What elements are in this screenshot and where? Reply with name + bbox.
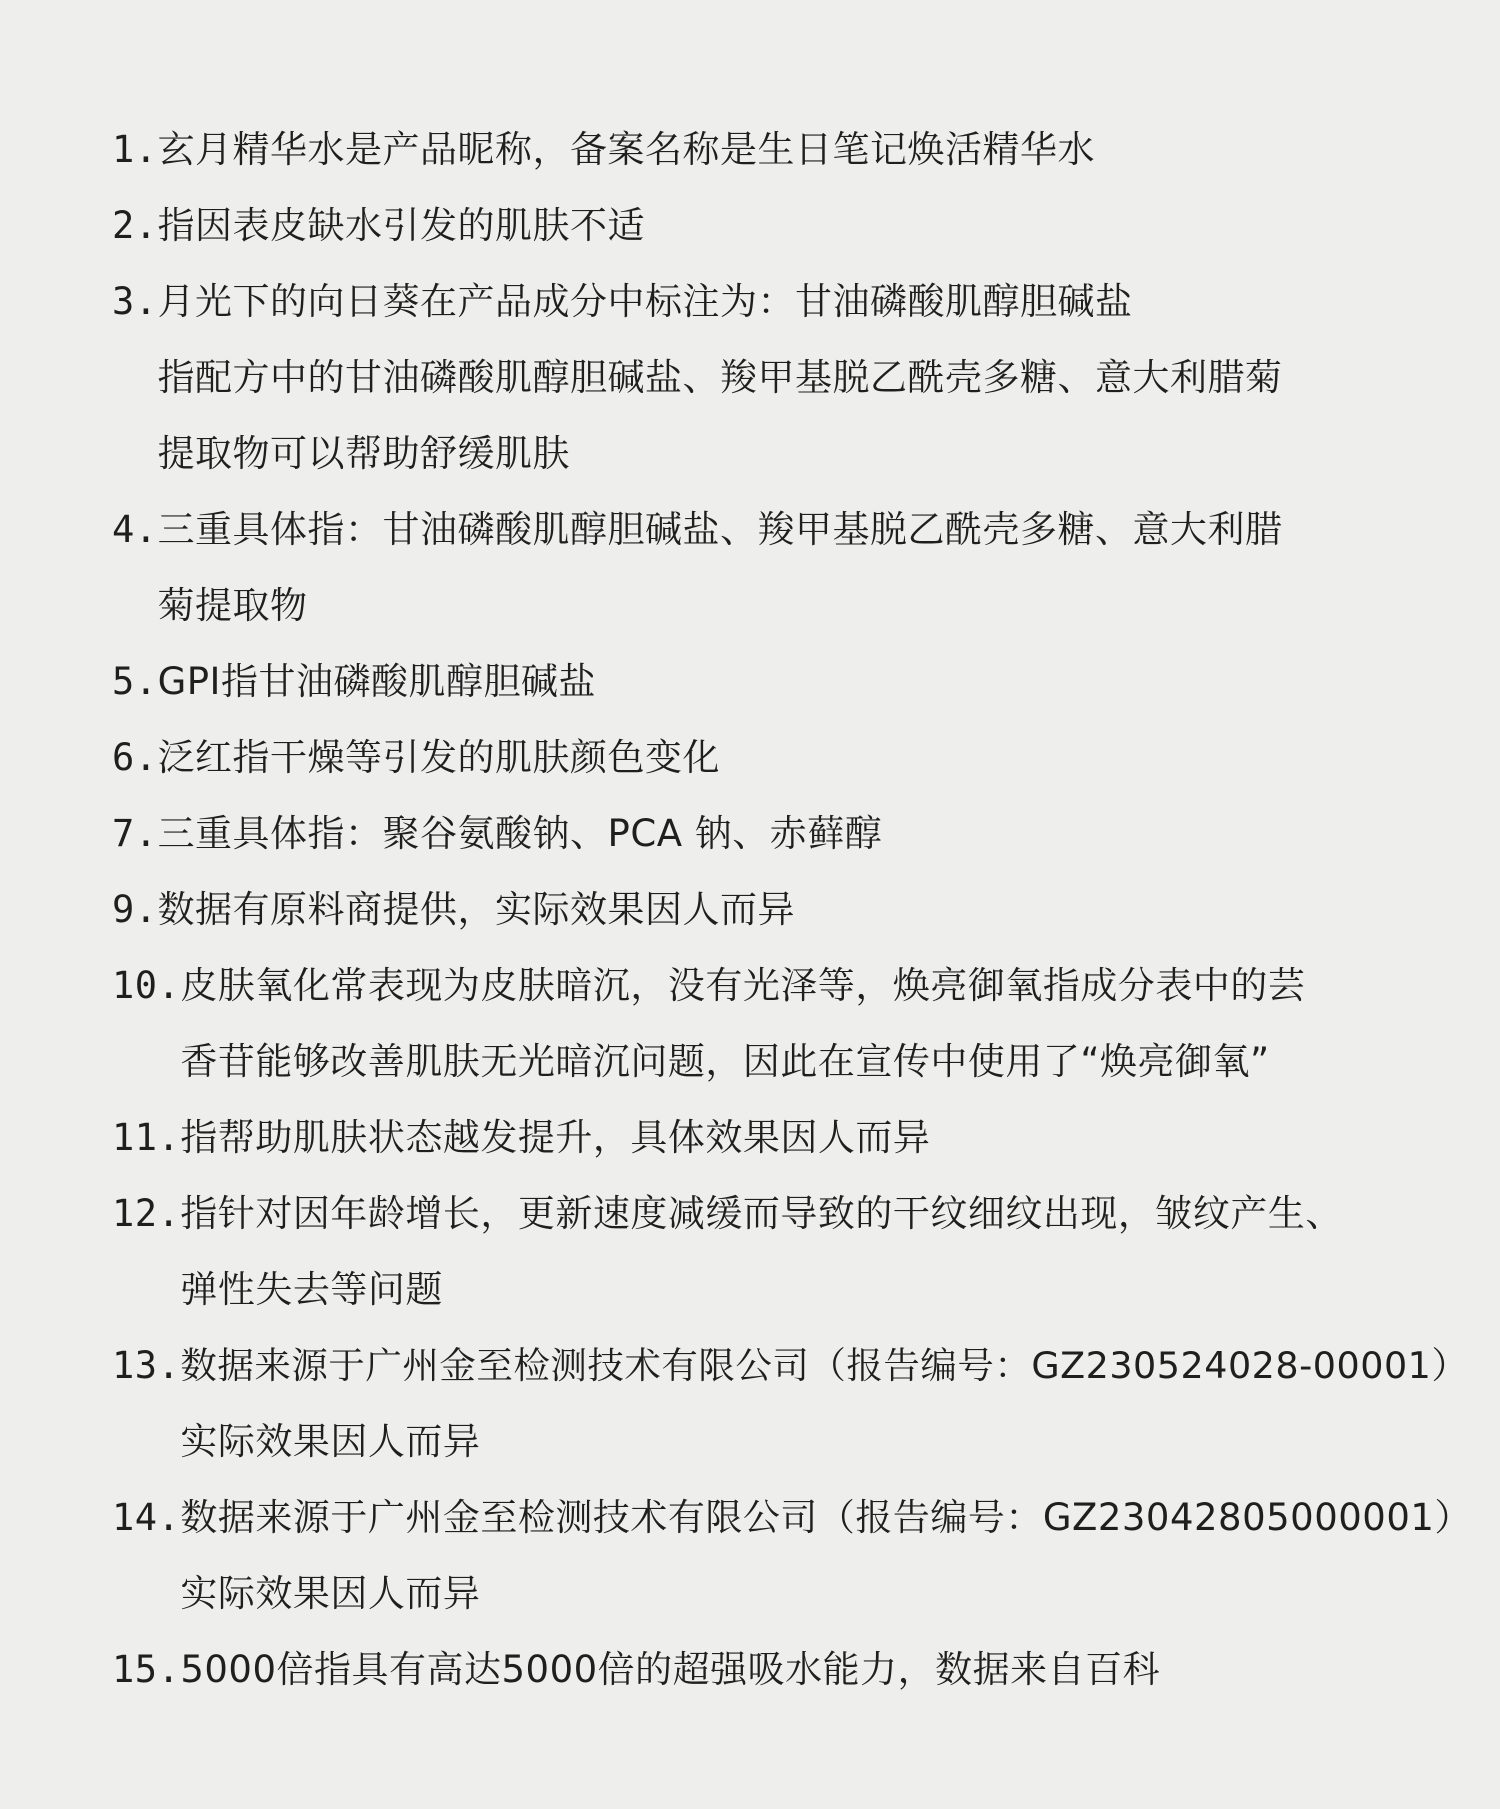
footnote-number: 12. [112, 1192, 181, 1235]
footnote-number: 11. [112, 1116, 181, 1159]
footnote-item [0, 1100, 1500, 1176]
footnote-number: 5. [112, 660, 158, 703]
footnote-text: 提取物可以帮助舒缓肌肤 [157, 432, 571, 475]
footnote-item [0, 188, 1500, 264]
footnote-text: 三重具体指：聚谷氨酸钠、PCA 钠、赤藓醇 [157, 812, 883, 855]
footnote-text: 指配方中的甘油磷酸肌醇胆碱盐、羧甲基脱乙酰壳多糖、意大利腊菊 [157, 356, 1283, 399]
footnote-item [0, 720, 1500, 796]
footnote-item [0, 644, 1500, 720]
footnote-item [0, 1328, 1500, 1480]
footnote-text: 数据来源于广州金至检测技术有限公司（报告编号：GZ23042805000001） [180, 1496, 1472, 1539]
footnote-number: 14. [112, 1496, 181, 1539]
footnote-item [0, 948, 1500, 1100]
footnote-text: 指因表皮缺水引发的肌肤不适 [157, 204, 646, 247]
footnote-text: 指针对因年龄增长，更新速度减缓而导致的干纹细纹出现，皱纹产生、 [180, 1192, 1343, 1235]
footnote-number: 13. [112, 1344, 181, 1387]
footnote-text: 数据有原料商提供，实际效果因人而异 [157, 888, 796, 931]
footnote-text: 菊提取物 [157, 584, 308, 627]
footnote-number: 9. [112, 888, 158, 931]
footnote-text: 数据来源于广州金至检测技术有限公司（报告编号：GZ230524028-00001） [180, 1344, 1469, 1387]
footnote-number: 7. [112, 812, 158, 855]
footnote-item [0, 492, 1500, 644]
footnote-text: GPI指甘油磷酸肌醇胆碱盐 [157, 660, 596, 703]
footnote-number: 15. [112, 1648, 181, 1691]
footnote-number: 6. [112, 736, 158, 779]
footnote-text: 香苷能够改善肌肤无光暗沉问题，因此在宣传中使用了“焕亮御氧” [180, 1040, 1270, 1083]
footnote-number: 2. [112, 204, 158, 247]
footnote-text: 皮肤氧化常表现为皮肤暗沉，没有光泽等，焕亮御氧指成分表中的芸 [180, 964, 1306, 1007]
footnote-item [0, 112, 1500, 188]
footnote-number: 3. [112, 280, 158, 323]
footnote-text: 指帮助肌肤状态越发提升，具体效果因人而异 [180, 1116, 931, 1159]
footnote-text: 月光下的向日葵在产品成分中标注为：甘油磷酸肌醇胆碱盐 [157, 280, 1133, 323]
footnote-item [0, 264, 1500, 492]
footnote-number: 4. [112, 508, 158, 551]
footnote-item [0, 1632, 1500, 1708]
footnote-item [0, 1480, 1500, 1632]
footnote-text: 5000倍指具有高达5000倍的超强吸水能力，数据来自百科 [180, 1648, 1161, 1691]
footnote-text: 三重具体指：甘油磷酸肌醇胆碱盐、羧甲基脱乙酰壳多糖、意大利腊 [157, 508, 1283, 551]
footnote-item [0, 796, 1500, 872]
footnote-text: 实际效果因人而异 [180, 1572, 481, 1615]
footnote-item [0, 1176, 1500, 1328]
footnote-list [0, 112, 1500, 1708]
footnote-number: 1. [112, 128, 158, 171]
footnote-text: 泛红指干燥等引发的肌肤颜色变化 [157, 736, 721, 779]
footnote-text: 弹性失去等问题 [180, 1268, 443, 1311]
footnote-item [0, 872, 1500, 948]
footnote-number: 10. [112, 964, 181, 1007]
footnote-text: 实际效果因人而异 [180, 1420, 481, 1463]
footnote-text: 玄月精华水是产品昵称，备案名称是生日笔记焕活精华水 [157, 128, 1096, 171]
